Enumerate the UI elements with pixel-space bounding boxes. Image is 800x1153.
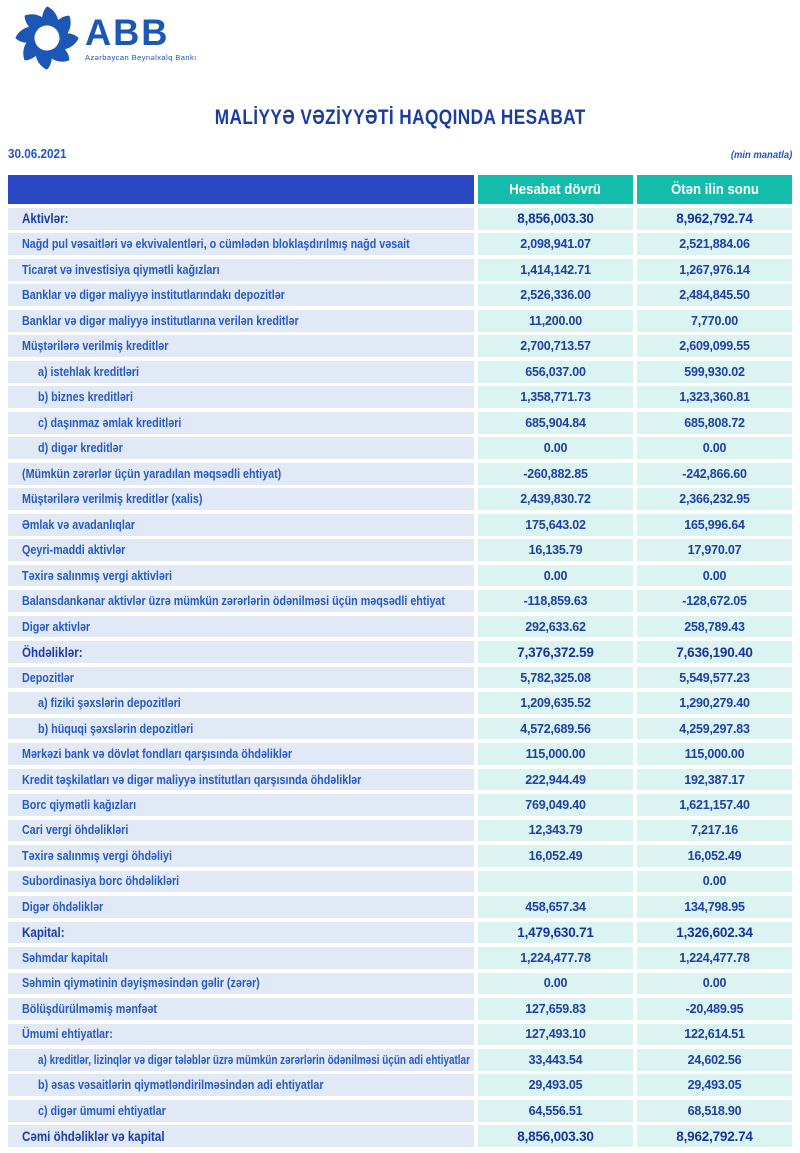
row-label: a) kreditlər, lizinqlər və digər tələblər üzrə mümkün zərərlərin ödənilməsi üçün adi ehtiyatlar <box>8 1049 474 1071</box>
table-row <box>8 820 792 842</box>
row-label: Aktivlər: <box>8 208 474 230</box>
row-value-previous: 16,052.49 <box>637 845 792 867</box>
row-value-current: 0.00 <box>478 437 633 459</box>
row-label: d) digər kreditlər <box>8 437 474 459</box>
row-value-previous: 115,000.00 <box>637 743 792 765</box>
row-label: c) digər ümumi ehtiyatlar <box>8 1100 474 1122</box>
table-row <box>8 539 792 561</box>
row-value-previous: 24,602.56 <box>637 1049 792 1071</box>
row-value-previous: -242,866.60 <box>637 463 792 485</box>
row-value-current: 1,479,630.71 <box>478 922 633 944</box>
row-value-current: 16,135.79 <box>478 539 633 561</box>
row-label: a) fiziki şəxslərin depozitləri <box>8 692 474 714</box>
table-row <box>8 718 792 740</box>
row-value-current: 175,643.02 <box>478 514 633 536</box>
row-label: Səhmin qiymətinin dəyişməsindən gəlir (zərər) <box>8 973 474 995</box>
row-label: Ticarət və investisiya qiymətli kağızları <box>8 259 474 281</box>
row-value-previous: 1,290,279.40 <box>637 692 792 714</box>
table-row <box>8 1125 792 1147</box>
row-value-current: 2,700,713.57 <box>478 335 633 357</box>
table-row <box>8 871 792 893</box>
table-row <box>8 488 792 510</box>
table-row <box>8 335 792 357</box>
row-value-current: 16,052.49 <box>478 845 633 867</box>
row-value-current: 127,659.83 <box>478 998 633 1020</box>
row-value-previous: 192,387.17 <box>637 769 792 791</box>
row-value-previous: 2,521,884.06 <box>637 233 792 255</box>
row-value-current: 12,343.79 <box>478 820 633 842</box>
row-label: Səhmdar kapitalı <box>8 947 474 969</box>
table-row <box>8 769 792 791</box>
row-value-previous: -128,672.05 <box>637 590 792 612</box>
row-value-previous: 5,549,577.23 <box>637 667 792 689</box>
header-blank-cell <box>8 175 474 204</box>
table-row <box>8 845 792 867</box>
row-label: Balansdankənar aktivlər üzrə mümkün zərərlərin ödənilməsi üçün məqsədli ehtiyat <box>8 590 474 612</box>
table-row <box>8 437 792 459</box>
row-value-previous: 7,217.16 <box>637 820 792 842</box>
row-value-current: 64,556.51 <box>478 1100 633 1122</box>
table-row <box>8 794 792 816</box>
row-value-previous: 0.00 <box>637 871 792 893</box>
row-value-previous: 0.00 <box>637 973 792 995</box>
table-row <box>8 947 792 969</box>
table-row <box>8 565 792 587</box>
table-row <box>8 259 792 281</box>
row-value-previous: 165,996.64 <box>637 514 792 536</box>
row-value-current: 11,200.00 <box>478 310 633 332</box>
table-row <box>8 973 792 995</box>
table-row <box>8 1100 792 1122</box>
row-value-previous: 685,808.72 <box>637 412 792 434</box>
row-value-current: 0.00 <box>478 973 633 995</box>
table-row <box>8 1074 792 1096</box>
header-col-current: Hesabat dövrü <box>478 175 633 204</box>
row-label: Depozitlər <box>8 667 474 689</box>
row-value-current: 4,572,689.56 <box>478 718 633 740</box>
row-label: Cəmi öhdəliklər və kapital <box>8 1125 474 1147</box>
row-value-current: 33,443.54 <box>478 1049 633 1071</box>
row-value-current <box>478 871 633 893</box>
table-row <box>8 361 792 383</box>
row-label: Nağd pul vəsaitləri və ekvivalentləri, o cümlədən bloklaşdırılmış nağd vəsait <box>8 233 474 255</box>
row-value-current: 458,657.34 <box>478 896 633 918</box>
table-row <box>8 692 792 714</box>
row-value-current: -118,859.63 <box>478 590 633 612</box>
row-value-current: 1,224,477.78 <box>478 947 633 969</box>
table-row <box>8 310 792 332</box>
table-row <box>8 590 792 612</box>
table-row <box>8 667 792 689</box>
row-value-previous: 1,326,602.34 <box>637 922 792 944</box>
table-row <box>8 896 792 918</box>
row-value-previous: 7,770.00 <box>637 310 792 332</box>
row-value-current: 292,633.62 <box>478 616 633 638</box>
row-label: Əmlak və avadanlıqlar <box>8 514 474 536</box>
row-value-previous: 2,366,232.95 <box>637 488 792 510</box>
table-row <box>8 463 792 485</box>
row-value-current: 656,037.00 <box>478 361 633 383</box>
table-row <box>8 743 792 765</box>
table-row <box>8 1024 792 1046</box>
row-label: Subordinasiya borc öhdəlikləri <box>8 871 474 893</box>
row-value-current: 769,049.40 <box>478 794 633 816</box>
table-row <box>8 386 792 408</box>
report-meta <box>8 146 792 164</box>
row-label: c) daşınmaz əmlak kreditləri <box>8 412 474 434</box>
row-label: Bölüşdürülməmiş mənfəət <box>8 998 474 1020</box>
row-value-previous: 1,267,976.14 <box>637 259 792 281</box>
bank-logo <box>14 5 197 71</box>
row-value-previous: 1,224,477.78 <box>637 947 792 969</box>
row-value-current: 1,358,771.73 <box>478 386 633 408</box>
row-label: Öhdəliklər: <box>8 641 474 663</box>
row-value-previous: 8,962,792.74 <box>637 208 792 230</box>
row-value-previous: 1,621,157.40 <box>637 794 792 816</box>
table-row <box>8 641 792 663</box>
row-value-previous: 2,609,099.55 <box>637 335 792 357</box>
table-body <box>8 208 792 1147</box>
abb-pinwheel-icon <box>14 5 80 71</box>
row-label: b) hüquqi şəxslərin depozitləri <box>8 718 474 740</box>
report-title: MALİYYƏ VƏZİYYƏTİ HAQQINDA HESABAT <box>214 106 586 129</box>
row-value-current: 127,493.10 <box>478 1024 633 1046</box>
row-value-previous: 134,798.95 <box>637 896 792 918</box>
row-value-current: 29,493.05 <box>478 1074 633 1096</box>
table-row <box>8 208 792 230</box>
row-value-current: 2,526,336.00 <box>478 284 633 306</box>
row-value-current: 0.00 <box>478 565 633 587</box>
table-row <box>8 616 792 638</box>
row-label: Borc qiymətli kağızları <box>8 794 474 816</box>
row-label: (Mümkün zərərlər üçün yaradılan məqsədli ehtiyat) <box>8 463 474 485</box>
row-value-previous: 599,930.02 <box>637 361 792 383</box>
row-value-previous: 7,636,190.40 <box>637 641 792 663</box>
row-label: a) istehlak kreditləri <box>8 361 474 383</box>
table-row <box>8 284 792 306</box>
row-value-current: 685,904.84 <box>478 412 633 434</box>
row-label: Təxirə salınmış vergi öhdəliyi <box>8 845 474 867</box>
row-value-current: 2,098,941.07 <box>478 233 633 255</box>
row-label: Kredit təşkilatları və digər maliyyə institutları qarşısında öhdəliklər <box>8 769 474 791</box>
report-date: 30.06.2021 <box>8 146 67 161</box>
row-value-current: 8,856,003.30 <box>478 1125 633 1147</box>
row-label: b) biznes kreditləri <box>8 386 474 408</box>
row-label: b) əsas vəsaitlərin qiymətləndirilməsindən adi ehtiyatlar <box>8 1074 474 1096</box>
row-label: Kapital: <box>8 922 474 944</box>
row-value-current: 2,439,830.72 <box>478 488 633 510</box>
row-label: Müştərilərə verilmiş kreditlər (xalis) <box>8 488 474 510</box>
row-label: Banklar və digər maliyyə institutlarındakı depozitlər <box>8 284 474 306</box>
row-label: Digər aktivlər <box>8 616 474 638</box>
row-label: Ümumi ehtiyatlar: <box>8 1024 474 1046</box>
table-row <box>8 998 792 1020</box>
row-value-previous: 1,323,360.81 <box>637 386 792 408</box>
row-label: Mərkəzi bank və dövlət fondları qarşısında öhdəliklər <box>8 743 474 765</box>
row-value-previous: -20,489.95 <box>637 998 792 1020</box>
table-row <box>8 412 792 434</box>
row-value-previous: 68,518.90 <box>637 1100 792 1122</box>
row-label: Müştərilərə verilmiş kreditlər <box>8 335 474 357</box>
row-label: Banklar və digər maliyyə institutlarına verilən kreditlər <box>8 310 474 332</box>
table-row <box>8 1049 792 1071</box>
row-value-current: -260,882.85 <box>478 463 633 485</box>
row-value-current: 7,376,372.59 <box>478 641 633 663</box>
row-value-current: 1,414,142.71 <box>478 259 633 281</box>
logo-subtitle: Azərbaycan Beynəlxalq Bankı <box>85 53 197 62</box>
logo-wordmark: ABB <box>85 12 170 53</box>
row-label: Qeyri-maddi aktivlər <box>8 539 474 561</box>
financial-table <box>8 175 792 1151</box>
row-value-previous: 4,259,297.83 <box>637 718 792 740</box>
row-label: Digər öhdəliklər <box>8 896 474 918</box>
row-value-previous: 0.00 <box>637 437 792 459</box>
row-value-current: 8,856,003.30 <box>478 208 633 230</box>
row-value-previous: 122,614.51 <box>637 1024 792 1046</box>
row-value-previous: 0.00 <box>637 565 792 587</box>
row-value-current: 1,209,635.52 <box>478 692 633 714</box>
row-value-previous: 258,789.43 <box>637 616 792 638</box>
row-value-previous: 17,970.07 <box>637 539 792 561</box>
header-col-previous: Ötən ilin sonu <box>637 175 792 204</box>
row-value-previous: 2,484,845.50 <box>637 284 792 306</box>
table-row <box>8 514 792 536</box>
table-row <box>8 233 792 255</box>
row-value-previous: 8,962,792.74 <box>637 1125 792 1147</box>
table-row <box>8 922 792 944</box>
row-label: Təxirə salınmış vergi aktivləri <box>8 565 474 587</box>
row-value-current: 115,000.00 <box>478 743 633 765</box>
row-label: Cari vergi öhdəlikləri <box>8 820 474 842</box>
row-value-current: 222,944.49 <box>478 769 633 791</box>
table-header-row <box>8 175 792 204</box>
unit-note: (min manatla) <box>730 149 792 161</box>
row-value-current: 5,782,325.08 <box>478 667 633 689</box>
row-value-previous: 29,493.05 <box>637 1074 792 1096</box>
